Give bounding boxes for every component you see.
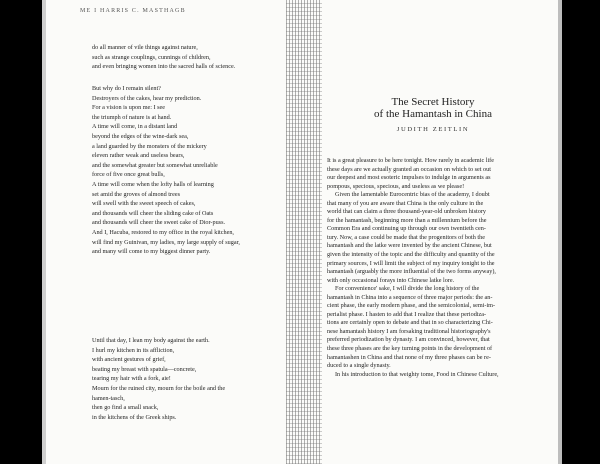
chapter-title-line-2: of the Hamantash in China <box>374 108 492 120</box>
poem-line: set amid the groves of almond trees <box>92 190 180 198</box>
body-line: tury. Now, a case could be made that the progenitors of both the <box>327 233 485 241</box>
poem-line: A time will come, in a distant land <box>92 123 178 131</box>
body-line: cient phase, the early modern phase, and the semicolonial, semi-im- <box>327 302 496 310</box>
poem-line: Destroyers of the cakes, hear my prediction. <box>92 94 202 102</box>
poem-stanza-1 <box>92 43 235 72</box>
body-line: In his introduction to that weighty tome, Food in Chinese Culture, <box>335 370 499 378</box>
body-line: our deepest and most esoteric impulses to indulge in arguments as <box>327 174 491 182</box>
poem-line: But why do I remain silent? <box>92 85 161 92</box>
poem-line: and thousands will cheer the sliding cake of Oats <box>92 209 214 217</box>
poem-line: will swell with the sweet speech of cakes, <box>92 200 196 208</box>
poem-line: beating my breast with spatula—concrete, <box>92 365 197 373</box>
poem-line: Until that day, I lean my body against the earth. <box>92 337 210 344</box>
body-line: nese hamantash history I am forsaking traditional historiography's <box>327 327 491 335</box>
chapter-title <box>304 96 562 120</box>
poem-line: such as strange couplings, cunnings of children, <box>92 53 211 61</box>
poem-line: a land guarded by the monsters of the mickery <box>92 142 207 150</box>
body-line: hamantash (arguably the more influential of the two forms anyway), <box>327 268 496 276</box>
poem-line: and even bringing women into the sacred halls of science. <box>92 63 236 71</box>
poem-line: and many will come to my biggest dinner party. <box>92 248 211 256</box>
body-line: with only occasional forays into Chinese latke lore. <box>327 276 455 284</box>
body-line: Given the lamentable Eurocentric bias of the academy, I doubt <box>335 191 490 199</box>
body-line: preferred periodization by dynasty. I am convinced, however, that <box>327 336 490 344</box>
poem-line: eleven rather weak and useless bears, <box>92 152 185 160</box>
poem-line: and thousands will cheer the sweet cake of Dior-puss. <box>92 219 226 227</box>
body-line: tions are certainly open to debate and that in so characterizing Chi- <box>327 319 493 327</box>
body-line: for the hamantash, beginning more than a millennium before the <box>327 216 487 224</box>
poem-line: then go find a small snack, <box>92 404 159 412</box>
poem-line: hamen-tasch, <box>92 394 125 402</box>
left-page-edge <box>42 0 46 464</box>
poem-line: the triumph of nature is at hand. <box>92 113 172 121</box>
poem-line: And I, Hacuba, restored to my office in the royal kitchen, <box>92 228 234 236</box>
chapter-title-line-1: The Secret History <box>391 96 475 108</box>
body-line: It is a great pleasure to be here tonight. How rarely in academic life <box>327 157 494 164</box>
poem-line: do all manner of vile things against nature, <box>92 44 198 51</box>
poem-line: For a vision is upon me: I see <box>92 104 166 112</box>
body-line: hamantash and the latke were invented by the ancient Chinese, but <box>327 242 492 250</box>
body-line: For convenience' sake, I will divide the long history of the <box>335 285 480 293</box>
body-line: Common Era and continuing up through our own twentieth cen- <box>327 225 486 233</box>
poem-line: I hurl my kitchen in its affliction, <box>92 346 175 354</box>
body-line: pompous, specious, specious, and useless as we please! <box>327 182 465 190</box>
poem-line: in the kitchens of the Greek ships. <box>92 413 177 421</box>
poem-line: will find my Guinivan, my ladies, my large supply of sugar, <box>92 238 240 246</box>
poem-line: and the somewhat greater but somewhat unreliable <box>92 161 218 169</box>
poem-line: force of five once great bulls, <box>92 171 165 179</box>
body-line: that many of you are aware that China is the only culture in the <box>327 199 484 207</box>
poem-line: beyond the edges of the wine-dark sea, <box>92 132 189 140</box>
poem-stanza-3 <box>92 336 225 422</box>
body-line: these days are we actually granted an occasion on which to set out <box>327 165 491 173</box>
running-head: ME I HARRIS C. MASTHAGB <box>80 8 186 14</box>
body-line: perialist phase. I hasten to add that I realize that these periodiza- <box>327 310 487 318</box>
body-line: primary sources, I will limit the subject of my inquiry tonight to the <box>327 259 495 267</box>
chapter-body <box>327 157 549 379</box>
poem-line: tearing my hair with a fork, aie! <box>92 375 171 383</box>
body-line: given the intensity of the topic and the difficulty and quantity of the <box>327 251 495 259</box>
body-line: these three phases are the key turning points in the development of <box>327 345 493 353</box>
poem-stanza-2 <box>92 84 240 257</box>
body-line: world that can claim a three thousand-year-old unbroken history <box>327 208 486 216</box>
poem-line: with ancient gestures of grief, <box>92 356 166 364</box>
body-line: hamantashen in China and that none of my three phases can be re- <box>327 353 491 361</box>
body-line: hamantash in China into a sequence of three major periods: the an- <box>327 293 493 301</box>
poem-line: A time will come when the lofty halls of learning <box>92 180 214 188</box>
poem-line: Mourn for the ruined city, mourn for the boile and the <box>92 384 226 392</box>
chapter-author: JUDITH ZEITLIN <box>396 126 470 133</box>
body-line: duced to a single dynasty. <box>327 362 391 370</box>
